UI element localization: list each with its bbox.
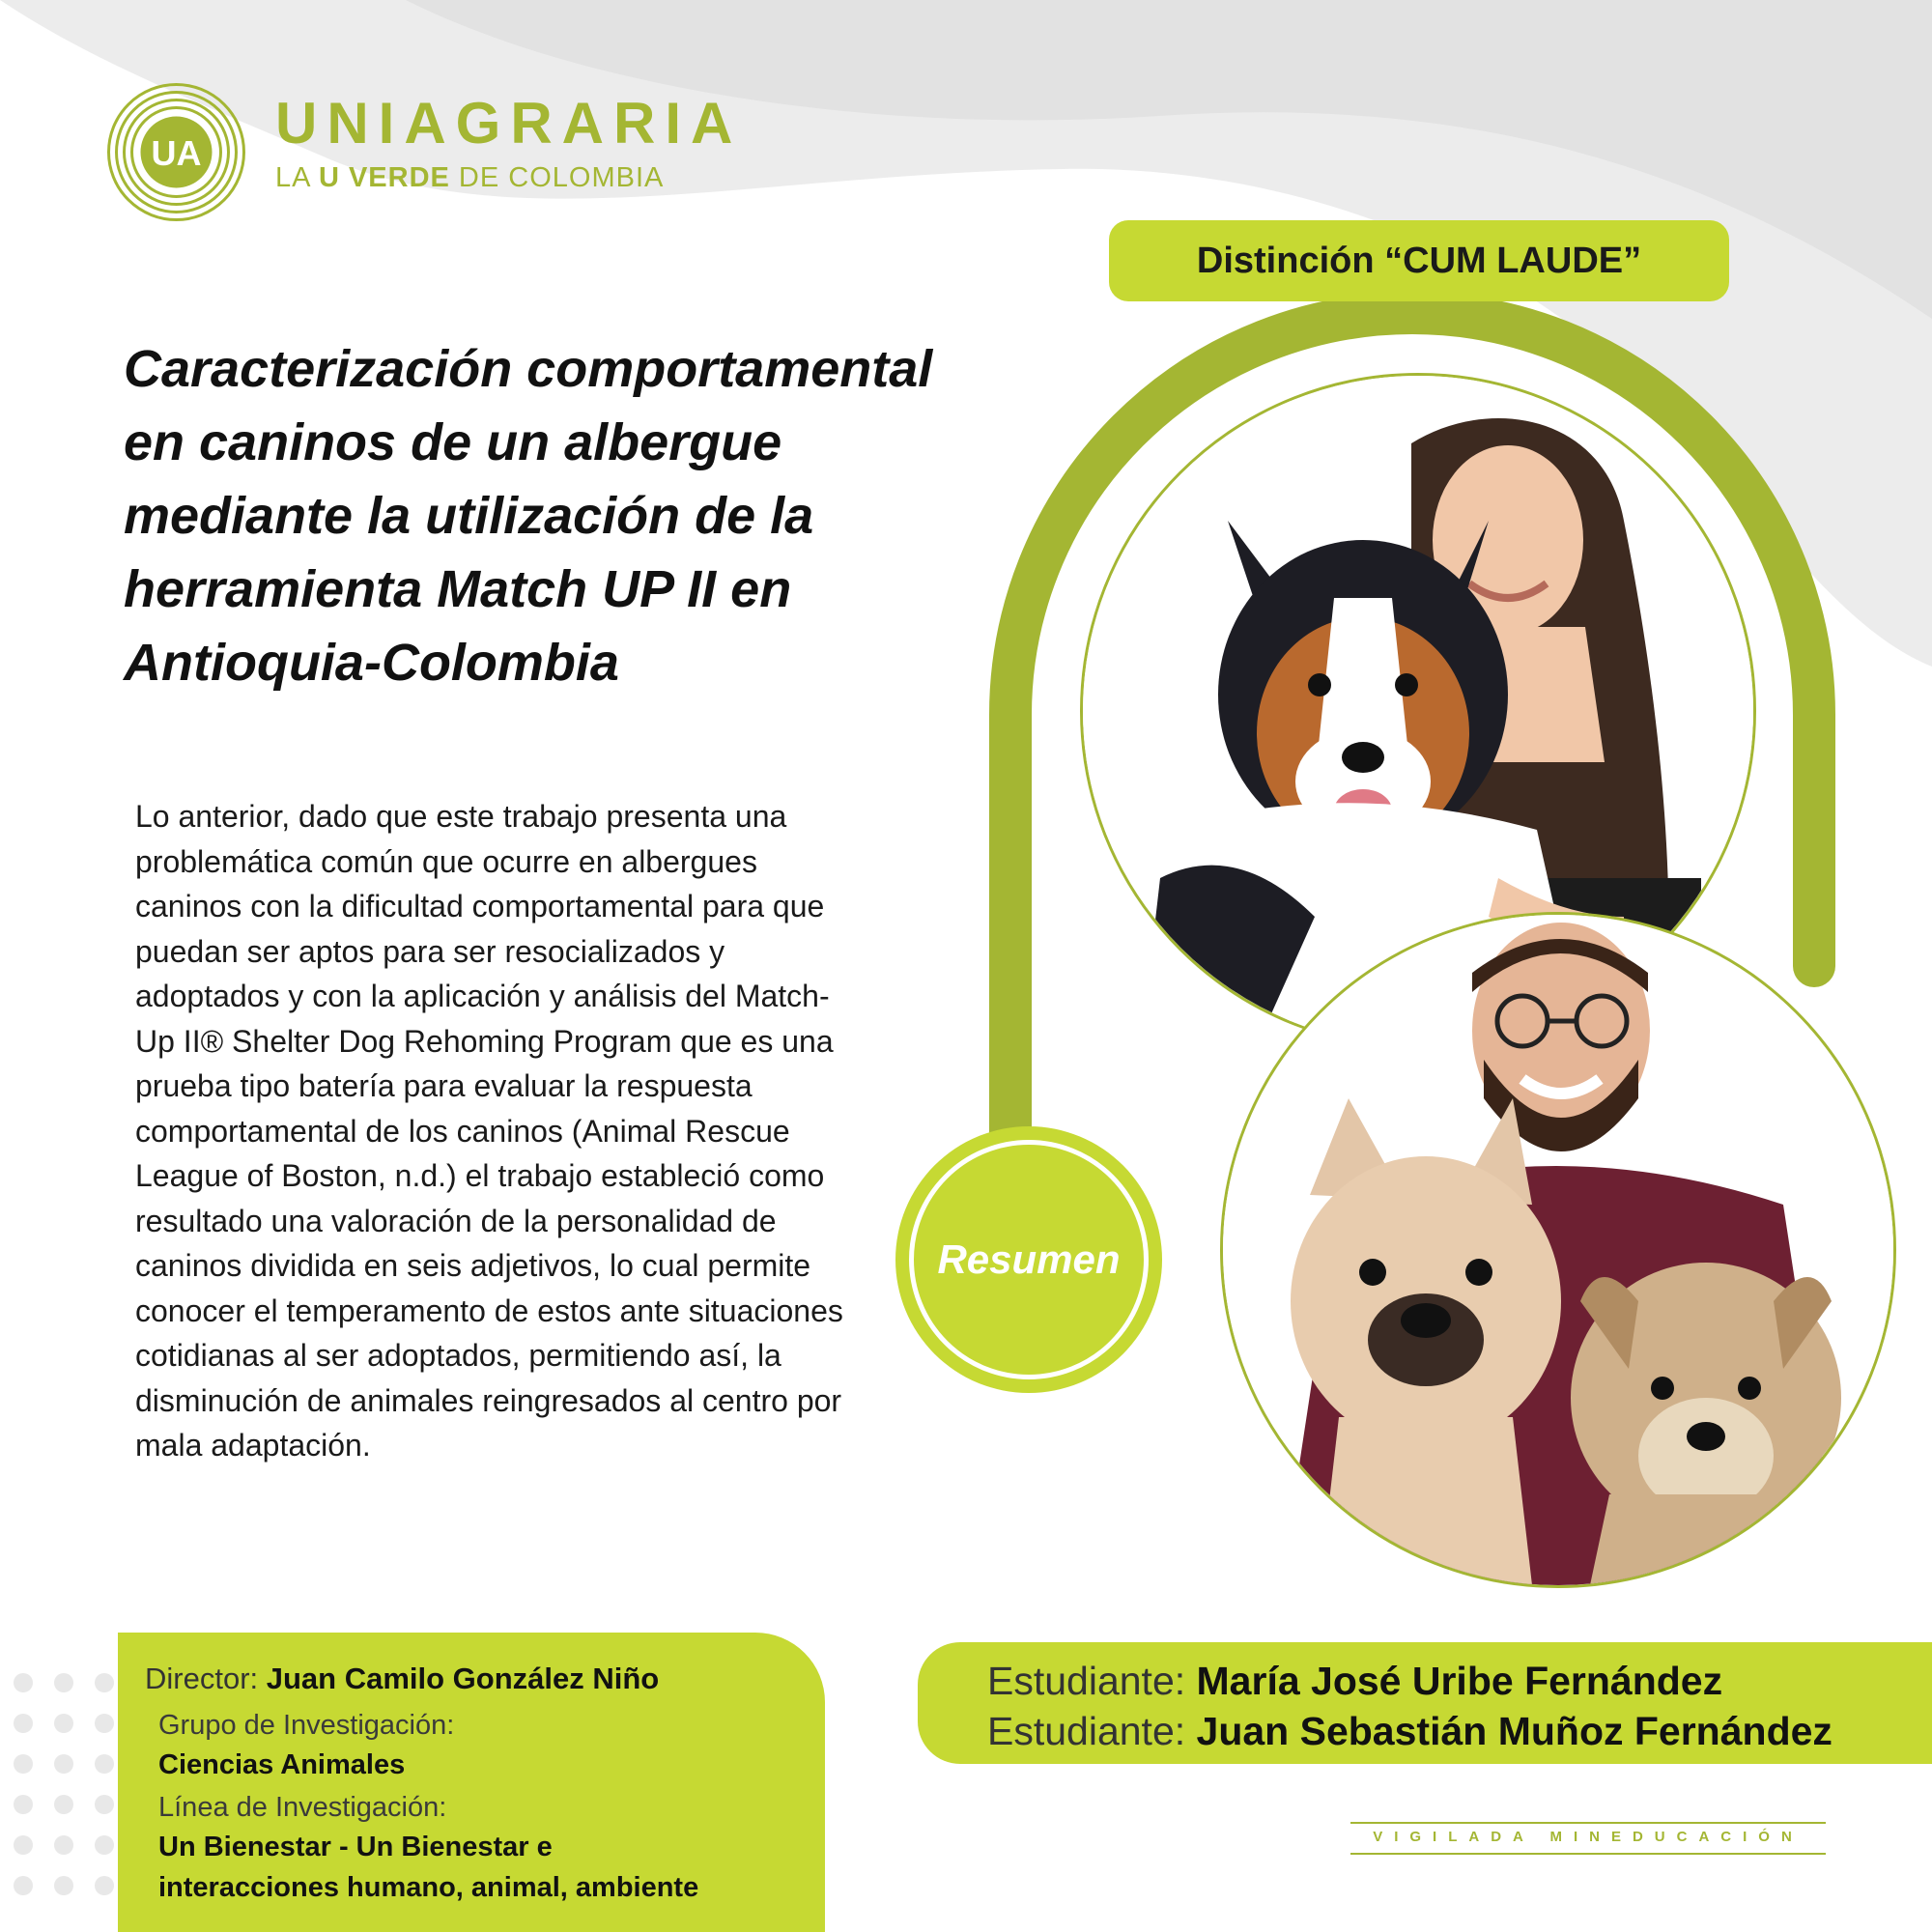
summary-text: Lo anterior, dado que este trabajo presenta una problemática común que ocurre en albergues caninos con la dificultad comportamental para que puedan ser aptos para ser resocializados y adoptados y con la aplicación y análisis del Match-Up II® Shelter Dog Rehoming Program que es una prueba tipo batería para evaluar la respuesta comportamental de los caninos (Animal Rescue League of Boston, n.d.) el trabajo estableció como resultado una valoración de la personalidad de caninos dividida en seis adjetivos, lo cual permite conocer el temperamento de estos ante situaciones cotidianas al ser adoptados, permitiendo así, la disminución de animales reingresados al centro por mala adaptación. [135,799,843,1463]
tagline-part1: LA [275,162,319,193]
distinction-badge: Distinción “CUM LAUDE” [1109,220,1729,301]
vigilada-mineducacion: VIGILADA MINEDUCACIÓN [1350,1822,1826,1855]
research-line-value-1: Un Bienestar - Un Bienestar e [158,1832,553,1862]
tagline-part2: DE COLOMBIA [449,162,665,193]
brand-tagline [275,164,742,192]
logo-rings-icon [106,82,246,222]
photo-man-dogs-illustration [1223,915,1893,1585]
student-2-name: Juan Sebastián Muñoz Fernández [1196,1709,1833,1753]
logo-text: UA [151,133,202,173]
director-panel [118,1633,825,1932]
student-1 [987,1659,1723,1703]
research-line-value-2: interacciones humano, animal, ambiente [158,1872,699,1903]
brand-block [275,91,743,193]
student-2 [987,1709,1833,1753]
director-label: Director: [145,1662,267,1695]
tagline-bold: U VERDE [318,162,450,193]
students-panel [918,1642,1932,1764]
thesis-title: Caracterización comportamental en caninos de un albergue mediante la utilización de la herramienta Match UP II en Antioquia-Colombia [124,340,933,692]
uniagraria-logo [106,82,246,222]
decorative-dots [8,1669,124,1932]
brand-name: UNIAGRARIA [275,91,743,156]
director-name: Juan Camilo González Niño [266,1662,660,1695]
research-line-label: Línea de Investigación: [158,1792,447,1823]
student-2-label: Estudiante: [987,1709,1197,1753]
research-group-value: Ciencias Animales [158,1749,406,1780]
student-1-label: Estudiante: [987,1659,1197,1703]
resumen-label: Resumen [937,1236,1121,1282]
research-group-label: Grupo de Investigación: [158,1710,455,1741]
photo-student-with-two-dogs [1220,912,1896,1588]
director-line [145,1662,659,1696]
student-1-name: María José Uribe Fernández [1196,1659,1723,1703]
resumen-badge[interactable] [895,1126,1162,1393]
